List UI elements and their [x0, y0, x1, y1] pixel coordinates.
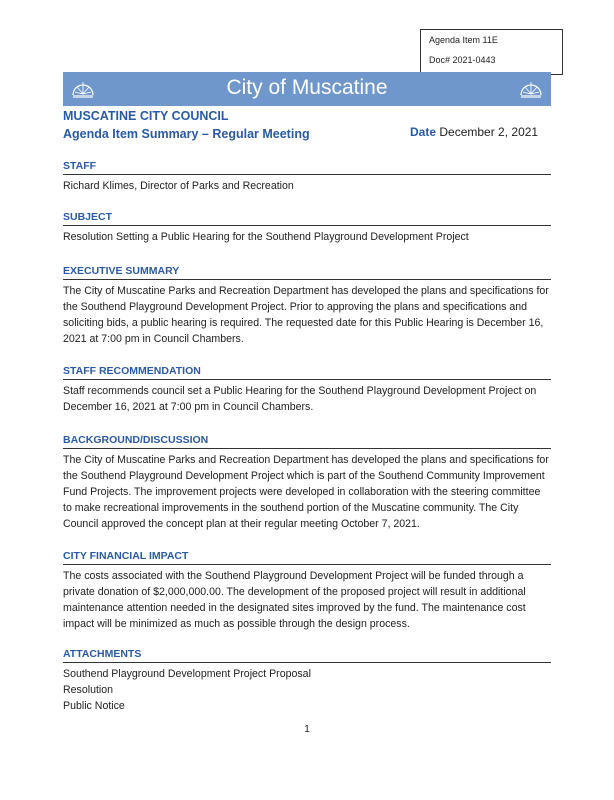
document-header: [63, 107, 310, 143]
document-number: Doc# 2021-0443: [429, 55, 496, 65]
agenda-item-number: Agenda Item 11E: [429, 35, 498, 45]
section-text: The City of Muscatine Parks and Recreation Department has developed the plans and specifications for the Southend Playground Development Project. Prior to approving the plans and specifications and soliciting bids, a public hearing is required. The requested date for this Public Hearing is December 16, 2021 at 7:00 pm in Council Chambers.: [63, 285, 549, 345]
attachment-item: Public Notice: [63, 700, 125, 712]
agenda-subtitle: Agenda Item Summary – Regular Meeting: [63, 127, 310, 141]
city-logo-icon: [519, 78, 543, 100]
section-executive-summary: [63, 265, 551, 347]
attachment-item: Southend Playground Development Project Proposal: [63, 668, 311, 680]
section-staff: [63, 160, 551, 194]
section-heading: EXECUTIVE SUMMARY: [63, 265, 551, 280]
section-background: [63, 434, 551, 532]
section-text: Staff recommends council set a Public Hearing for the Southend Playground Development Project on December 16, 2021 at 7:00 pm in Council Chambers.: [63, 385, 537, 413]
section-text: The City of Muscatine Parks and Recreation Department has developed the plans and specifications for the Southend Playground Development Project which is part of the Southend Community Improvement Fund Projects. The improvement projects were developed in collaboration with the steering committee to make recreational improvements in the southend portion of the Muscatine community. The City Council approved the concept plan at their regular meeting October 7, 2021.: [63, 454, 549, 530]
section-heading: STAFF: [63, 160, 551, 175]
section-attachments: [63, 648, 551, 714]
section-text: Richard Klimes, Director of Parks and Recreation: [63, 180, 294, 192]
banner-title: City of Muscatine: [226, 76, 388, 99]
section-staff-recommendation: [63, 365, 551, 415]
page-number: 1: [304, 724, 310, 735]
section-heading: CITY FINANCIAL IMPACT: [63, 550, 551, 565]
section-financial-impact: [63, 550, 551, 632]
section-heading: SUBJECT: [63, 211, 551, 226]
section-subject: [63, 211, 551, 245]
city-banner: [63, 72, 551, 106]
section-heading: ATTACHMENTS: [63, 648, 551, 663]
date-value: December 2, 2021: [439, 125, 539, 139]
section-text: Resolution Setting a Public Hearing for the Southend Playground Development Project: [63, 231, 469, 243]
council-name: MUSCATINE CITY COUNCIL: [63, 109, 229, 123]
attachment-item: Resolution: [63, 684, 114, 696]
section-heading: STAFF RECOMMENDATION: [63, 365, 551, 380]
section-text: The costs associated with the Southend Playground Development Project will be funded through a private donation of $2,000,000.00. The development of the proposed project will result in additional maintenance attention needed in the designated sites improved by the fund. The maintenance cost impact will be minimized as much as possible through the design process.: [63, 570, 526, 630]
meeting-date: [410, 125, 538, 139]
date-label: Date: [410, 125, 437, 139]
agenda-stamp-box: [420, 29, 563, 75]
section-heading: BACKGROUND/DISCUSSION: [63, 434, 551, 449]
